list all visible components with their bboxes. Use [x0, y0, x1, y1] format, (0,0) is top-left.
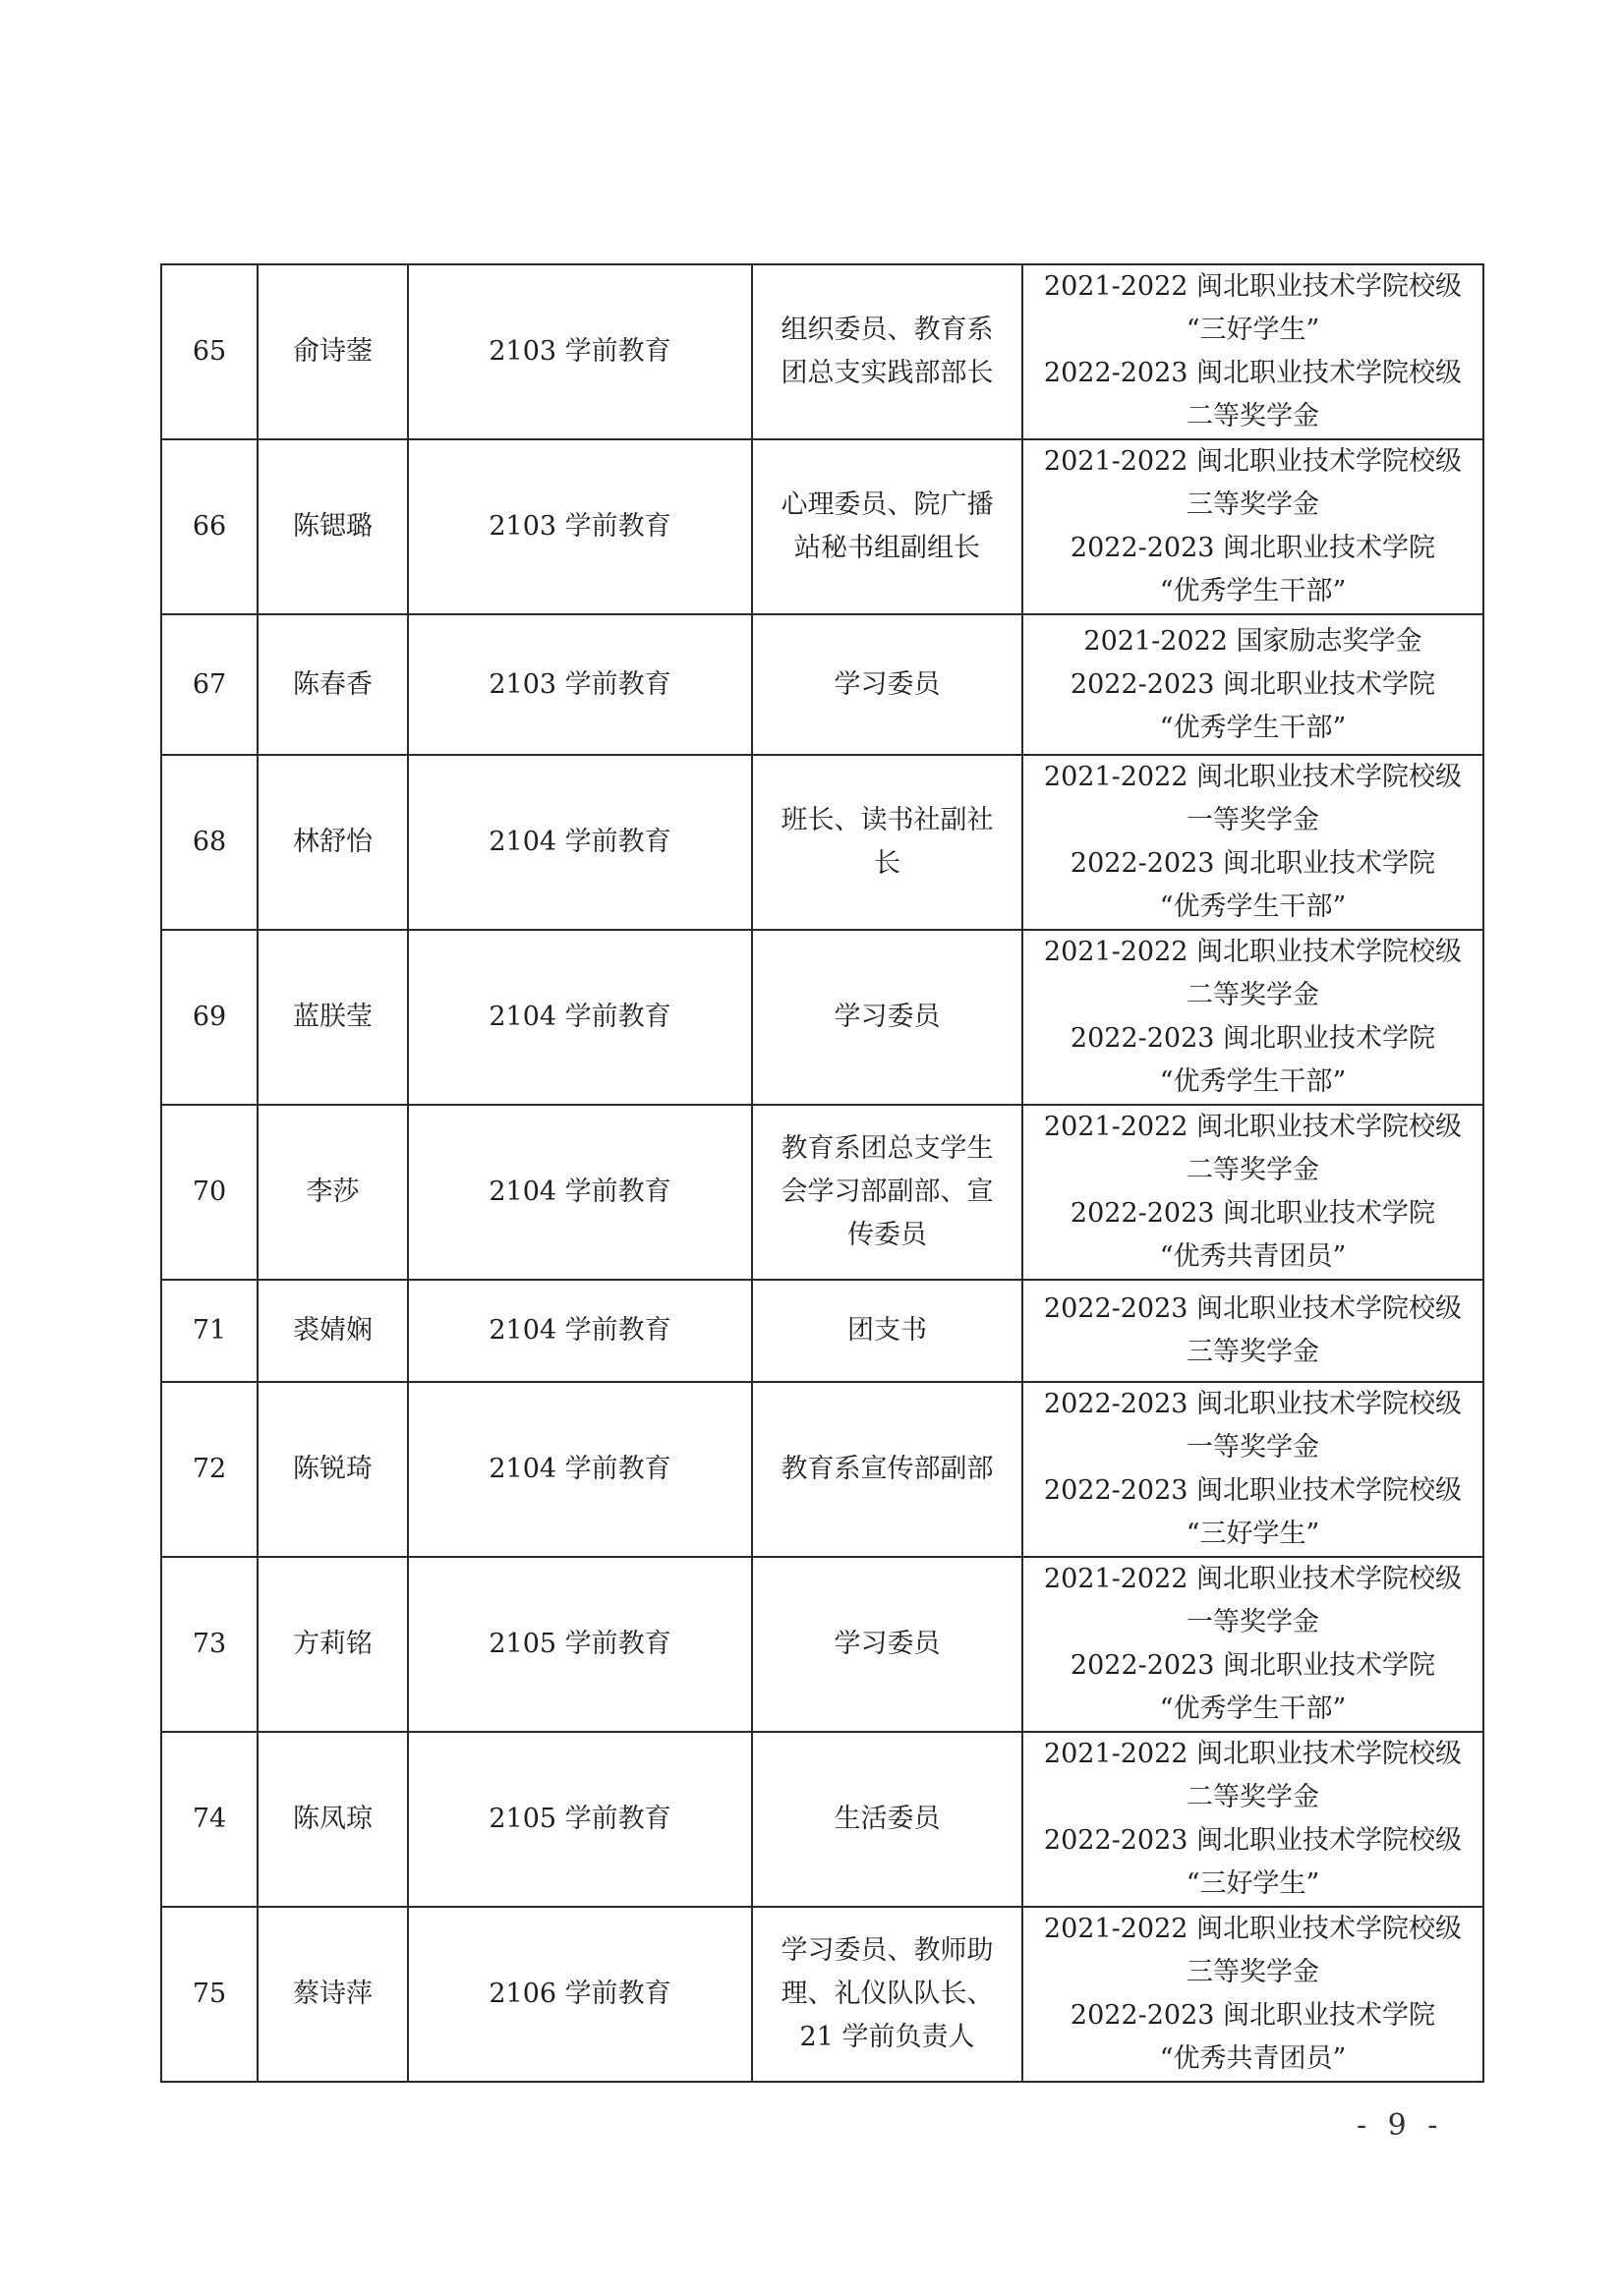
- honor-line: 2022-2023 闽北职业技术学院校级: [1043, 1293, 1463, 1324]
- position-cell: [752, 1280, 1022, 1382]
- position-cell: [752, 1907, 1022, 2082]
- table-row: [161, 439, 1483, 614]
- student-name-cell: 俞诗蓥: [258, 264, 408, 439]
- table-row: [161, 755, 1483, 930]
- honor-line: 2021-2022 闽北职业技术学院校级: [1043, 1112, 1463, 1142]
- table-row: [161, 1732, 1483, 1907]
- honor-line: “优秀学生干部”: [1159, 1066, 1347, 1097]
- honor-line: 2021-2022 闽北职业技术学院校级: [1043, 271, 1463, 302]
- honor-line: “优秀共青团员”: [1159, 1241, 1347, 1272]
- position-cell: [752, 1382, 1022, 1557]
- honor-line: 2022-2023 闽北职业技术学院: [1070, 2000, 1436, 2031]
- honor-line: 2022-2023 闽北职业技术学院: [1070, 1650, 1436, 1681]
- student-name-cell: 陈锶璐: [258, 439, 408, 614]
- honors-cell: [1022, 439, 1483, 614]
- position-line: 教育系宣传部副部: [781, 1454, 994, 1484]
- class-cell: 2103 学前教育: [408, 614, 752, 755]
- position-line: 教育系团总支学生: [781, 1133, 994, 1164]
- student-name-cell: 方莉铭: [258, 1557, 408, 1732]
- student-honors-table: [160, 263, 1484, 2083]
- row-number-cell: 68: [161, 755, 258, 930]
- honor-line: 2022-2023 闽北职业技术学院校级: [1043, 1389, 1463, 1419]
- honor-line: “优秀学生干部”: [1159, 891, 1347, 922]
- honor-line: “三好学生”: [1186, 1868, 1320, 1899]
- position-line: 理、礼仪队队长、: [781, 1979, 994, 2009]
- honors-cell: [1022, 1732, 1483, 1907]
- position-line: 团总支实践部部长: [781, 358, 994, 388]
- class-cell: 2104 学前教育: [408, 1280, 752, 1382]
- honor-line: 三等奖学金: [1187, 1957, 1319, 1987]
- honor-line: 二等奖学金: [1187, 1782, 1319, 1812]
- page-number: - 9 -: [1357, 2108, 1444, 2143]
- honor-line: 一等奖学金: [1187, 1607, 1319, 1637]
- table-row: [161, 930, 1483, 1105]
- honor-line: 2021-2022 国家励志奖学金: [1083, 625, 1422, 657]
- table-row: [161, 1280, 1483, 1382]
- row-number-cell: 72: [161, 1382, 258, 1557]
- student-name-cell: 陈凤琼: [258, 1732, 408, 1907]
- honors-cell: [1022, 614, 1483, 755]
- row-number-cell: 73: [161, 1557, 258, 1732]
- row-number-cell: 66: [161, 439, 258, 614]
- position-line: 生活委员: [834, 1804, 941, 1834]
- position-line: 心理委员、院广播: [781, 489, 994, 520]
- honor-line: 一等奖学金: [1187, 805, 1319, 835]
- honors-cell: [1022, 1907, 1483, 2082]
- honor-line: 2022-2023 闽北职业技术学院校级: [1043, 1475, 1463, 1506]
- honor-line: 2022-2023 闽北职业技术学院: [1070, 1023, 1436, 1054]
- row-number-cell: 69: [161, 930, 258, 1105]
- position-line: 学习委员、教师助: [781, 1935, 994, 1966]
- row-number-cell: 71: [161, 1280, 258, 1382]
- class-cell: 2106 学前教育: [408, 1907, 752, 2082]
- class-cell: 2104 学前教育: [408, 1105, 752, 1280]
- honor-line: 二等奖学金: [1187, 980, 1319, 1010]
- class-cell: 2105 学前教育: [408, 1557, 752, 1732]
- table-row: [161, 614, 1483, 755]
- row-number-cell: 70: [161, 1105, 258, 1280]
- class-cell: 2104 学前教育: [408, 755, 752, 930]
- honor-line: “优秀学生干部”: [1159, 712, 1347, 743]
- position-line: 组织委员、教育系: [781, 315, 994, 345]
- class-cell: 2105 学前教育: [408, 1732, 752, 1907]
- class-cell: 2104 学前教育: [408, 1382, 752, 1557]
- position-line: 学习委员: [834, 1002, 941, 1032]
- honor-line: 三等奖学金: [1187, 1337, 1319, 1367]
- position-line: 会学习部副部、宣: [781, 1177, 994, 1207]
- honor-line: 2022-2023 闽北职业技术学院校级: [1043, 358, 1463, 388]
- honor-line: 二等奖学金: [1187, 401, 1319, 431]
- table-row: [161, 1105, 1483, 1280]
- row-number-cell: 74: [161, 1732, 258, 1907]
- position-line: 团支书: [847, 1315, 927, 1346]
- student-name-cell: 陈春香: [258, 614, 408, 755]
- honor-line: 一等奖学金: [1187, 1432, 1319, 1463]
- honor-line: “优秀学生干部”: [1159, 1693, 1347, 1724]
- honor-line: 2021-2022 闽北职业技术学院校级: [1043, 762, 1463, 792]
- student-name-cell: 林舒怡: [258, 755, 408, 930]
- row-number-cell: 65: [161, 264, 258, 439]
- class-cell: 2103 学前教育: [408, 439, 752, 614]
- honors-cell: [1022, 1280, 1483, 1382]
- honors-cell: [1022, 1382, 1483, 1557]
- row-number-cell: 67: [161, 614, 258, 755]
- honor-line: 2022-2023 闽北职业技术学院: [1070, 1198, 1436, 1229]
- honors-cell: [1022, 1557, 1483, 1732]
- honor-line: 2022-2023 闽北职业技术学院: [1070, 848, 1436, 879]
- position-line: 传委员: [847, 1220, 927, 1250]
- honor-line: 2021-2022 闽北职业技术学院校级: [1043, 937, 1463, 967]
- position-cell: [752, 1732, 1022, 1907]
- class-cell: 2103 学前教育: [408, 264, 752, 439]
- position-line: 长: [874, 848, 900, 879]
- student-name-cell: 陈锐琦: [258, 1382, 408, 1557]
- student-name-cell: 蓝朕莹: [258, 930, 408, 1105]
- honors-cell: [1022, 930, 1483, 1105]
- table-row: [161, 264, 1483, 439]
- honors-cell: [1022, 755, 1483, 930]
- honor-line: 2022-2023 闽北职业技术学院: [1070, 668, 1436, 700]
- position-line: 学习委员: [834, 1629, 941, 1659]
- honor-line: 2022-2023 闽北职业技术学院校级: [1043, 1825, 1463, 1856]
- position-cell: [752, 755, 1022, 930]
- position-line: 班长、读书社副社: [781, 805, 994, 835]
- honor-line: 三等奖学金: [1187, 489, 1319, 520]
- honor-line: 2021-2022 闽北职业技术学院校级: [1043, 1564, 1463, 1594]
- table-row: [161, 1382, 1483, 1557]
- honors-cell: [1022, 1105, 1483, 1280]
- position-cell: [752, 614, 1022, 755]
- row-number-cell: 75: [161, 1907, 258, 2082]
- table-body: [161, 264, 1483, 2082]
- honor-line: “三好学生”: [1186, 1519, 1320, 1549]
- position-cell: [752, 264, 1022, 439]
- table-row: [161, 1907, 1483, 2082]
- position-cell: [752, 1557, 1022, 1732]
- position-line: 学习委员: [834, 668, 941, 700]
- honor-line: 2022-2023 闽北职业技术学院: [1070, 533, 1436, 563]
- position-line: 站秘书组副组长: [794, 533, 980, 563]
- honor-line: “优秀学生干部”: [1159, 576, 1347, 606]
- position-line: 21 学前负责人: [799, 2022, 975, 2052]
- honor-line: 二等奖学金: [1187, 1155, 1319, 1185]
- position-cell: [752, 439, 1022, 614]
- student-name-cell: 蔡诗萍: [258, 1907, 408, 2082]
- honors-cell: [1022, 264, 1483, 439]
- table-row: [161, 1557, 1483, 1732]
- honor-line: “优秀共青团员”: [1159, 2043, 1347, 2074]
- honor-line: 2021-2022 闽北职业技术学院校级: [1043, 1914, 1463, 1944]
- position-cell: [752, 1105, 1022, 1280]
- class-cell: 2104 学前教育: [408, 930, 752, 1105]
- student-name-cell: 李莎: [258, 1105, 408, 1280]
- honor-line: 2021-2022 闽北职业技术学院校级: [1043, 1739, 1463, 1769]
- honor-line: “三好学生”: [1186, 315, 1320, 345]
- position-cell: [752, 930, 1022, 1105]
- student-name-cell: 裘婧娴: [258, 1280, 408, 1382]
- honor-line: 2021-2022 闽北职业技术学院校级: [1043, 446, 1463, 477]
